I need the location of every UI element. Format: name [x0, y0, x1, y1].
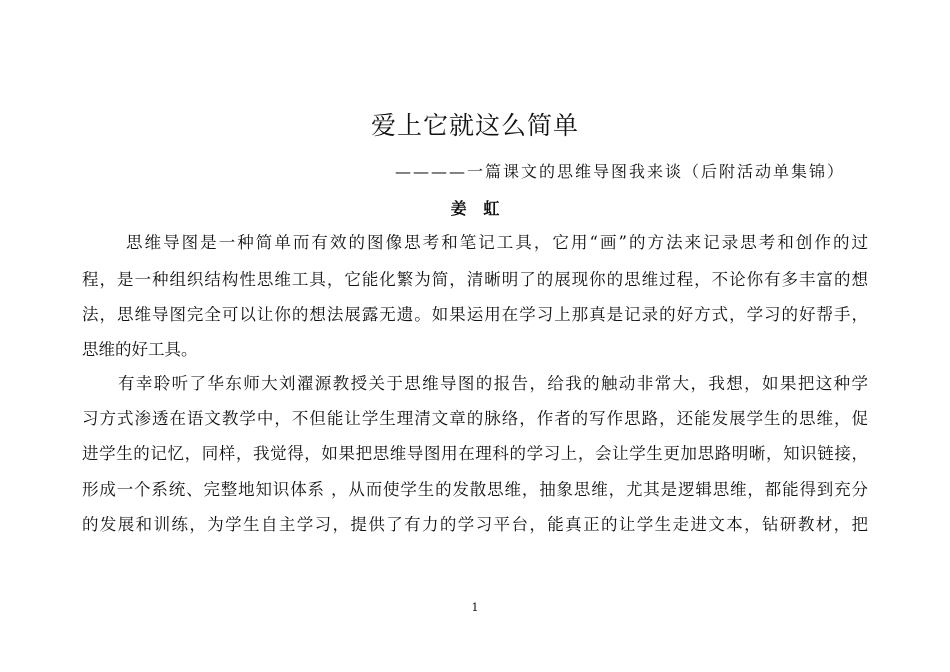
paragraph-2-line-2: 习方式渗透在语文教学中，不但能让学生理清文章的脉络，作者的写作思路，还能发展学生的思维，促	[82, 409, 868, 428]
paragraph-1-line-3: 法，思维导图完全可以让你的想法展露无遗。如果运用在学习上那真是记录的好方式，学习的好帮手，	[82, 305, 868, 324]
page-number: 1	[471, 601, 479, 614]
paragraph-1-line-2: 程，是一种组织结构性思维工具，它能化繁为简，清晰明了的展现你的思维过程，不论你有多丰富的想	[82, 270, 868, 289]
paragraph-2-line-1: 有幸聆听了华东师大刘濯源教授关于思维导图的报告，给我的触动非常大，我想，如果把这种学	[118, 374, 868, 393]
document-author: 姜 虹	[450, 199, 500, 218]
paragraph-1-line-4: 思维的好工具。	[82, 340, 198, 359]
paragraph-2-line-5: 的发展和训练，为学生自主学习，提供了有力的学习平台，能真正的让学生走进文本，钻研教材，把	[82, 515, 868, 534]
paragraph-2-line-3: 进学生的记忆，同样，我觉得，如果把思维导图用在理科的学习上，会让学生更加思路明晰，知识链接，	[82, 444, 868, 463]
document-title: 爱上它就这么简单	[370, 111, 579, 140]
paragraph-2-line-4: 形成一个系统、完整地知识体系 ，从而使学生的发散思维，抽象思维，尤其是逻辑思维，都能得到充分	[82, 480, 868, 499]
document-subtitle: ————一篇课文的思维导图我来谈（后附活动单集锦）	[395, 162, 846, 181]
paragraph-1-line-1: 思维导图是一种简单而有效的图像思考和笔记工具，它用“画”的方法来记录思考和创作的过	[126, 233, 868, 252]
